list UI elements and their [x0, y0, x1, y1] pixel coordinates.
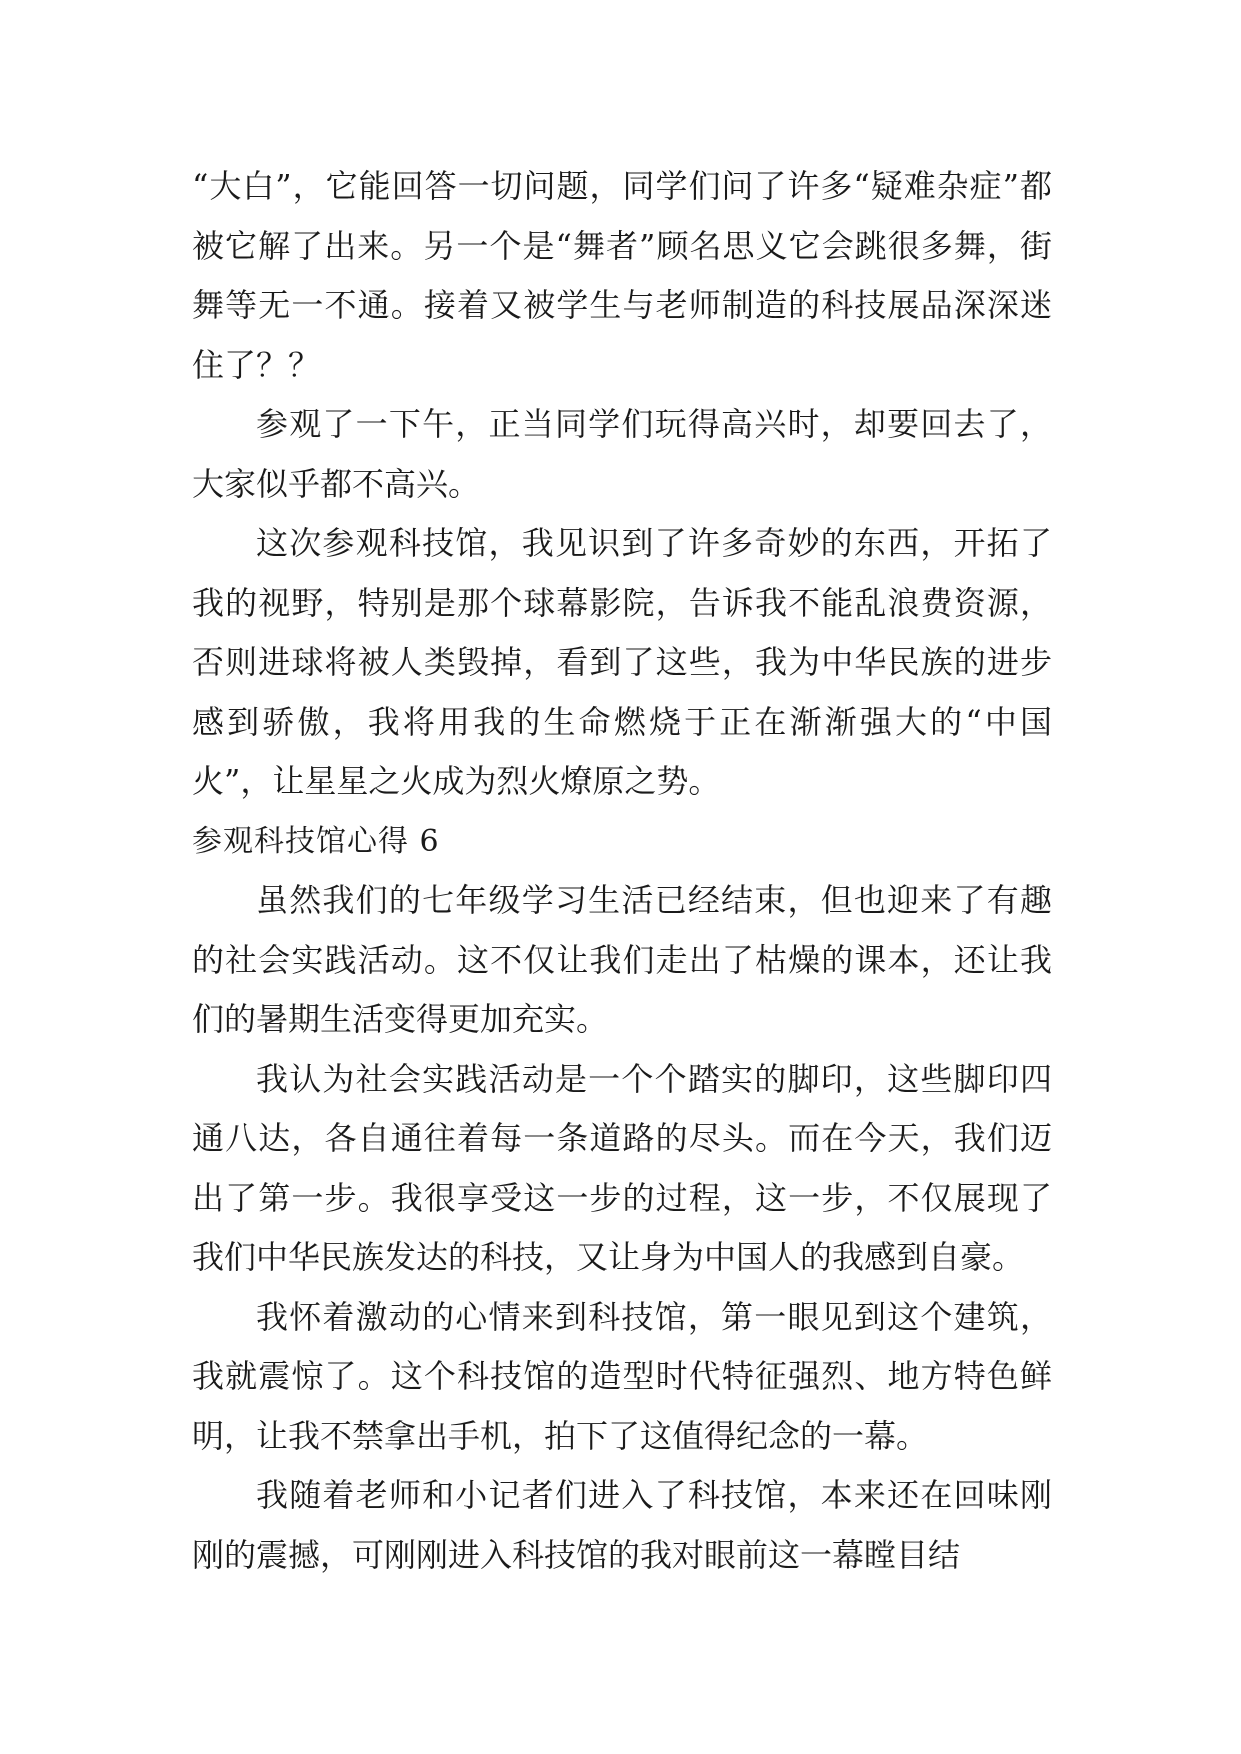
section-heading: 参观科技馆心得 6	[192, 823, 440, 859]
paragraph-afternoon: 参观了一下午，正当同学们玩得高兴时，却要回去了，大家似乎都不高兴。	[192, 405, 1052, 503]
paragraph-building: 我怀着激动的心情来到科技馆，第一眼见到这个建筑，我就震惊了。这个科技馆的造型时代特征强烈、地方特色鲜明，让我不禁拿出手机，拍下了这值得纪念的一幕。	[192, 1297, 1052, 1455]
document-body	[192, 157, 1052, 1585]
paragraph-entering: 我随着老师和小记者们进入了科技馆，本来还在回味刚刚的震撼，可刚刚进入科技馆的我对眼前这一幕瞠目结	[192, 1476, 1052, 1574]
paragraph-footprints: 我认为社会实践活动是一个个踏实的脚印，这些脚印四通八达，各自通往着每一条道路的尽头。而在今天，我们迈出了第一步。我很享受这一步的过程，这一步，不仅展现了我们中华民族发达的科技，又让身为中国人的我感到自豪。	[192, 1059, 1052, 1276]
paragraph-robots: “大白”，它能回答一切问题，同学们问了许多“疑难杂症”都被它解了出来。另一个是“舞者”顾名思义它会跳很多舞，街舞等无一不通。接着又被学生与老师制造的科技展品深深迷住了？？	[192, 167, 1052, 384]
paragraph-summer-activity: 虽然我们的七年级学习生活已经结束，但也迎来了有趣的社会实践活动。这不仅让我们走出了枯燥的课本，还让我们的暑期生活变得更加充实。	[192, 881, 1052, 1038]
paragraph-reflection: 这次参观科技馆，我见识到了许多奇妙的东西，开拓了我的视野，特别是那个球幕影院，告诉我不能乱浪费资源，否则进球将被人类毁掉，看到了这些，我为中华民族的进步感到骄傲，我将用我的生命燃烧于正在渐渐强大的“中国火”，让星星之火成为烈火燎原之势。	[192, 524, 1052, 800]
